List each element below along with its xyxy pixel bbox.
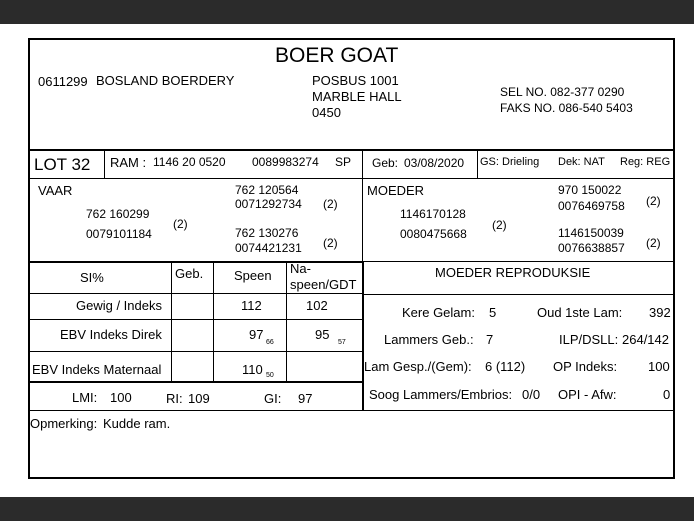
row-direk-speen: 97 [249,327,264,342]
moeder-sire-multiple: (2) [646,194,661,208]
divider [30,381,362,383]
divider [362,261,364,410]
faks-number: FAKS NO. 086-540 5403 [500,101,633,115]
goat-record-card [28,38,675,479]
ilp-label: ILP/DSLL: [559,332,619,347]
remarks-label: Opmerking: [30,416,98,431]
divider [30,293,362,294]
moeder-label: MOEDER [367,183,425,198]
ri-value: 109 [188,391,210,406]
lot-number: LOT 32 [34,155,91,174]
vaar-dam-multiple: (2) [323,236,338,250]
lmi-label: LMI: [72,390,98,405]
row-gewig-speen: 112 [241,298,262,313]
op-indeks-label: OP Indeks: [553,359,618,374]
opi-value: 0 [663,387,671,402]
gi-label: GI: [264,391,282,406]
card-title: BOER GOAT [275,44,399,67]
divider [286,261,287,381]
vaar-sire-multiple: (2) [323,197,338,211]
owner-code: 0611299 [38,74,88,89]
ram-number: 1146 20 0520 [153,155,226,169]
moeder-sire-id-2: 0076469758 [558,199,625,213]
vaar-dam-id-1: 762 130276 [235,226,299,240]
moeder-id-2: 0080475668 [400,227,467,241]
vaar-sire-id-2: 0071292734 [235,197,302,211]
birth-label: Geb: [372,156,399,170]
ram-suffix: SP [335,155,352,169]
reg-status: Reg: REG [620,156,671,168]
lam-gesp-label: Lam Gesp./(Gem): [364,359,472,374]
moeder-dam-id-1: 1146150039 [558,226,624,240]
vaar-id-2: 0079101184 [86,227,152,241]
birth-date: 03/08/2020 [404,156,465,170]
moeder-dam-id-2: 0076638857 [558,241,625,255]
divider [362,294,673,295]
row-maternaal-speen-sub: 50 [266,372,274,379]
vaar-dam-id-2: 0074421231 [235,241,302,255]
divider [477,150,478,178]
divider [30,261,362,263]
address-line-2: MARBLE HALL [312,89,402,104]
row-direk-naspeen: 95 [315,327,330,342]
row-maternaal-label: EBV Indeks Maternaal [32,362,162,377]
row-gewig-label: Gewig / Indeks [76,298,162,313]
row-direk-label: EBV Indeks Direk [60,327,162,342]
vaar-label: VAAR [38,183,73,198]
lmi-value: 100 [110,390,132,405]
row-direk-naspeen-sub: 57 [338,339,346,346]
divider [30,351,362,352]
reproduction-title: MOEDER REPRODUKSIE [435,265,591,280]
vaar-multiple: (2) [173,217,188,231]
moeder-dam-multiple: (2) [646,236,661,250]
oud-lam-label: Oud 1ste Lam: [537,305,623,320]
divider [104,150,105,178]
divider [30,178,673,179]
kere-gelam-value: 5 [489,305,497,320]
divider [213,261,214,381]
vaar-id-1: 762 160299 [86,207,150,221]
bottom-dark-band [0,497,694,521]
soog-label: Soog Lammers/Embrios: [369,387,513,402]
row-direk-speen-sub: 66 [266,339,274,346]
row-maternaal-speen: 110 [242,362,263,377]
divider [362,178,363,261]
naspeen-header-1: Na- [290,261,311,276]
soog-value: 0/0 [522,387,541,402]
naspeen-header-2: speen/GDT [290,277,357,292]
speen-header: Speen [234,268,272,283]
oud-lam-value: 392 [649,305,671,320]
moeder-id-1: 1146170128 [400,207,466,221]
divider [362,150,363,178]
divider [362,261,673,262]
gi-value: 97 [298,391,313,406]
opi-label: OPI - Afw: [558,387,617,402]
sel-number: SEL NO. 082-377 0290 [500,85,625,99]
lam-gesp-value: 6 (112) [485,359,526,374]
divider [30,319,362,320]
owner-name: BOSLAND BOERDERY [96,73,235,88]
top-dark-band [0,0,694,24]
dek-status: Dek: NAT [558,156,605,168]
op-indeks-value: 100 [648,359,670,374]
ilp-value: 264/142 [622,332,669,347]
divider [30,149,673,151]
address-line-1: POSBUS 1001 [312,73,399,88]
ram-label: RAM : [110,155,147,170]
kere-gelam-label: Kere Gelam: [402,305,475,320]
divider [171,261,172,381]
vaar-sire-id-1: 762 120564 [235,183,299,197]
moeder-sire-id-1: 970 150022 [558,183,622,197]
lammers-geb-value: 7 [486,332,494,347]
geb-header: Geb. [175,266,204,281]
row-gewig-naspeen: 102 [306,298,328,313]
ram-id: 0089983274 [252,155,319,169]
moeder-multiple: (2) [492,218,507,232]
si-header: SI% [80,270,104,285]
gs-status: GS: Drieling [480,156,540,168]
address-line-3: 0450 [312,105,341,120]
remarks-text: Kudde ram. [103,416,171,431]
lammers-geb-label: Lammers Geb.: [384,332,474,347]
divider [30,410,673,411]
ri-label: RI: [166,391,183,406]
